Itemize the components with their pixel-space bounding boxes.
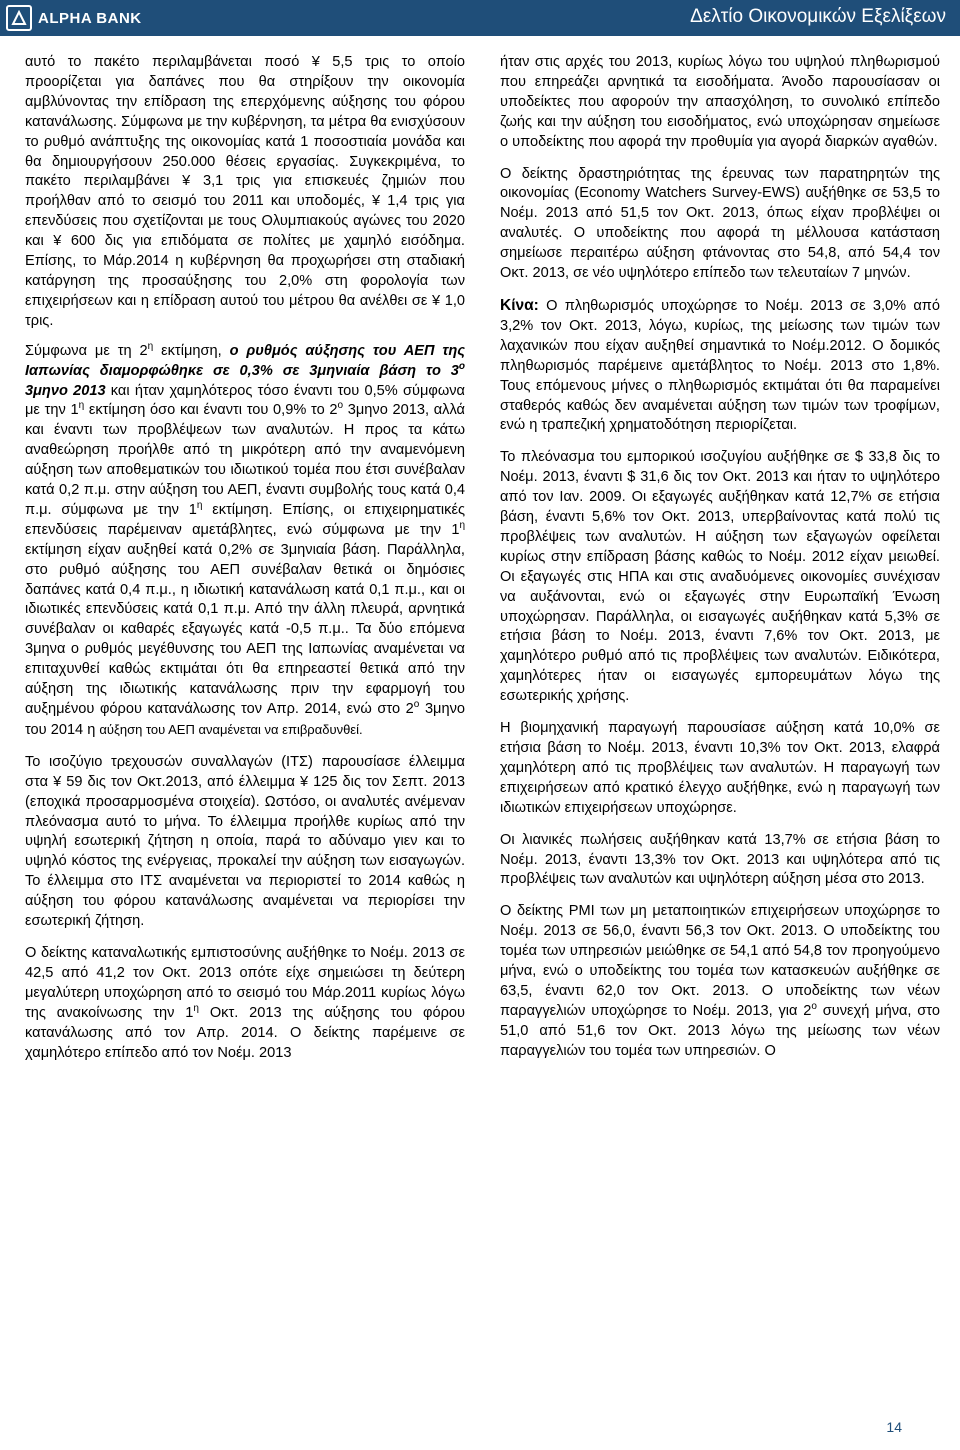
section-label-china: Κίνα: xyxy=(500,296,539,314)
paragraph-retail-sales: Οι λιανικές πωλήσεις αυξήθηκαν κατά 13,7% σε ετήσια βάση το Νοέμ. 2013, έναντι 13,3% τον Οκτ. 2013 και υψηλότερα από τις προβλέψεις των αναλυτών και υψηλότερη αύξηση μέσα στο 2013. xyxy=(500,831,940,888)
left-column xyxy=(25,53,465,1063)
paragraph-stimulus-package: αυτό το πακέτο περιλαμβάνεται ποσό ¥ 5,5 τρις το οποίο προορίζεται για δαπάνες που θα στηρίξουν την οικονομία αμβλύνοντας την επίδραση της επερχόμενης αύξησης του φόρου κατανάλωσης. Σύμφωνα με την κυβέρνηση, τα μέτρα θα ενισχύσουν το ρυθμό ανάπτυξης της οικονομίας κατά 1 ποσοστιαία μονάδα και θα δημιουργήσουν 250.000 θέσεις εργασίας. Συγκεκριμένα, το πακέτο περιλαμβάνει ¥ 3,1 τρις για επισκευές ζημιών που προήλθαν από το σεισμό του 2011 και υποδομές, ¥ 1,4 τρις για επενδύσεις που σχετίζονται με τους Ολυμπιακούς αγώνες του 2020 και ¥ 600 δις για επιδόματα σε πολίτες με χαμηλό εισόδημα. Επίσης, το Μάρ.2014 η κυβέρνηση θα προχωρήσει στη σταδιακή κατάργηση της προσαύξησης του 2,0% στη φορολογία των επιχειρήσεων και η επίδραση αυτού του μέτρου θα ανέλθει σε ¥ 1,0 τρις. xyxy=(25,54,465,329)
paragraph-economy-watchers: Ο δείκτης δραστηριότητας της έρευνας των παρατηρητών της οικονομίας (Economy Watchers Survey-EWS) αυξήθηκε σε 53,5 το Νοέμ. 2013 από 51,5 τον Οκτ. 2013, όπως είχαν προβλέψει οι αναλυτές. Ο υποδείκτης που αφορά τη μέλλουσα κατάσταση σημείωσε περαιτέρω αύξηση φτάνοντας στο 54,8, από 54,4 τον Οκτ. 2013, σε νέο υψηλότερο επίπεδο των τελευταίων 7 μηνών. xyxy=(500,165,940,282)
paragraph-pmi: Ο δείκτης PMI των μη μεταποιητικών επιχειρήσεων υποχώρησε το Νοέμ. 2013 σε 56,0, έναντι 56,3 τον Οκτ. 2013. Ο υποδείκτης του τομέα των υπηρεσιών μειώθηκε σε 54,1 από 54,8 τον προηγούμενο μήνα, ενώ ο υποδείκτης του τομέα των κατασκευών αυξήθηκε σε 63,5, έναντι 62,0 τον Οκτ. 2013. Ο υποδείκτης των νέων παραγγελιών υποχώρησε το Νοέμ. 2013, για $2^o$ συνεχή μήνα, στο 51,0 από 51,6 τον Οκτ. 2013 λόγω της μείωσης των νέων παραγγελιών του τομέα των υπηρεσιών. Ο xyxy=(500,903,940,1059)
paragraph-china-inflation: Κίνα: Ο πληθωρισμός υποχώρησε το Νοέμ. 2013 σε 3,0% από 3,2% τον Οκτ. 2013, λόγω, κυρίως, της μείωσης των τιμών των λαχανικών που είχαν αυξηθεί σημαντικά το Νοέμ.2012. Ο δομικός πληθωρισμός παρέμεινε αμετάβλητος το Νοέμ. 2013 στο 1,8%. Τους επόμενους μήνες ο πληθωρισμός εκτιμάται ότι θα παραμείνει σταθερός καθώς δεν αναμένεται αύξηση των τιμών των τροφίμων, ενώ η τραπεζική χρηματοδότηση περιορίζεται. xyxy=(500,296,940,434)
bank-emblem-icon xyxy=(6,5,32,31)
page-number: 14 xyxy=(886,1419,902,1435)
right-column xyxy=(500,53,940,1062)
paragraph-current-account: Το ισοζύγιο τρεχουσών συναλλαγών (ΙΤΣ) παρουσίασε έλλειμμα στα ¥ 59 δις τον Οκτ.2013, από έλλειμμα ¥ 125 δις τον Σεπτ. 2013 (εποχικά προσαρμοσμένα στοιχεία). Ωστόσο, οι αναλυτές ανέμεναν πλεόνασμα αυτό το μήνα. Το έλλειμμα προήλθε κυρίως από την υψηλή εσωτερική ζήτηση η οποία, παρά το αδύναμο γιεν και το υψηλό κόστος της ενέργειας, προκαλεί την αύξηση των εισαγωγών. Το έλλειμμα στο ΙΤΣ αναμένεται να περιοριστεί το 2014 καθώς η αύξηση του φόρου κατανάλωσης αναμένεται να περιορίσει την εσωτερική ζήτηση. xyxy=(25,753,465,930)
page-header xyxy=(0,0,960,36)
paragraph-consumer-confidence: Ο δείκτης καταναλωτικής εμπιστοσύνης αυξήθηκε το Νοέμ. 2013 σε 42,5 από 41,2 τον Οκτ. 2013 οπότε είχε σημειώσει τη δεύτερη μεγαλύτερη υποχώρηση από το σεισμό του Μάρ.2011 κυρίως λόγω της ανακοίνωσης την $1^\eta$ Οκτ. 2013 της αύξησης του φόρου κατανάλωσης από τον Απρ. 2014. Ο δείκτης παρέμεινε σε χαμηλότερο επίπεδο από τον Νοέμ. 2013 xyxy=(25,944,465,1061)
paragraph-industrial-production: Η βιομηχανική παραγωγή παρουσίασε αύξηση κατά 10,0% σε ετήσια βάση το Νοέμ. 2013, έναντι 10,3% τον Οκτ. 2013, ελαφρά χαμηλότερη από τις προβλέψεις των αναλυτών. Η παραγωγή των επιχειρήσεων από κρατικό έλεγχο αυξήθηκε, ενώ η παραγωγή των ιδιωτικών επιχειρήσεων υποχώρησε. xyxy=(500,720,940,816)
paragraph-gdp-japan: Σύμφωνα με τη $2^\eta$ εκτίμηση, ο ρυθμός αύξησης του ΑΕΠ της Ιαπωνίας διαμορφώθηκε σε 0,3% σε 3μηνιαία βάση το $3^o$ 3μηνο 2013 και ήταν χαμηλότερος τόσο έναντι του 0,5% σύμφωνα με την $1^\eta$ εκτίμηση όσο και έναντι του 0,9% το $2^o$ 3μηνο 2013, αλλά και έναντι των προβλέψεων των αναλυτών. Η προς τα κάτω αναθεώρηση προήλθε από τη μικρότερη από την αναμενόμενη αύξηση των αποθεματικών του ιδιωτικού τομέα που έτσι συνέβαλαν κατά 0,2 π.μ. στην αύξηση του ΑΕΠ, έναντι συμβολής τους κατά 0,4 π.μ. σύμφωνα με την $1^\eta$ εκτίμηση. Επίσης, οι επιχειρηματικές επενδύσεις παρέμειναν αμετάβλητες, ενώ σύμφωνα με την $1^\eta$ εκτίμηση είχαν αυξηθεί κατά 0,2% σε 3μηνιαία βάση. Παράλληλα, στο ρυθμό αύξησης του ΑΕΠ συνέβαλαν θετικά οι δημόσιες δαπάνες κατά 0,4 π.μ., η ιδιωτική κατανάλωση κατά 0,1 π.μ., και οι ιδιωτικές επενδύσεις κατά 0,1 π.μ. Από την άλλη πλευρά, αρνητικά συνέβαλαν οι καθαρές εξαγωγές κατά -0,5 π.μ.. Τα δύο επόμενα 3μηνα ο ρυθμός μεγέθυνσης του ΑΕΠ της Ιαπωνίας αναμένεται να επιταχυνθεί καθώς εκτιμάται ότι θα επηρεαστεί θετικά από την αύξηση της ιδιωτικής κατανάλωσης πριν την εφαρμογή του αυξημένου φόρου κατανάλωσης τον Απρ. 2014, ενώ στο $2^o$ 3μηνο του 2014 η αύξηση του ΑΕΠ αναμένεται να επιβραδυνθεί. xyxy=(25,340,466,738)
brand-name: ALPHA BANK xyxy=(38,9,142,27)
alpha-bank-logo xyxy=(6,5,142,31)
bulletin-title: Δελτίο Οικονομικών Εξελίξεων xyxy=(690,6,946,27)
paragraph-confidence-continued: ήταν στις αρχές του 2013, κυρίως λόγω του υψηλού πληθωρισμού που επηρεάζει αρνητικά τα εισοδήματα. Άνοδο παρουσίασαν οι υποδείκτες που αφορούν την απασχόληση, το συνολικό επίπεδο ζωής και την αύξηση του εισοδήματος, ενώ υποχώρησαν σημείωσε ο υποδείκτης που αφορά την προθυμία για αγορά διαρκών αγαθών. xyxy=(500,54,940,150)
paragraph-trade-balance: Το πλεόνασμα του εμπορικού ισοζυγίου αυξήθηκε σε $ 33,8 δις το Νοέμ. 2013, έναντι $ 31,6 δις τον Οκτ. 2013 και ήταν το υψηλότερο από τον Ιαν. 2009. Οι εξαγωγές αυξήθηκαν κατά 12,7% σε ετήσια βάση, έναντι 5,6% τον Οκτ. 2013, υπερβαίνοντας κατά πολύ τις προβλέψεις των αναλυτών. Η αύξηση των εξαγωγών οφείλεται κυρίως στην επίδραση βάσης καθώς το Νοέμ. 2012 είχαν μειωθεί. Οι εξαγωγές στις ΗΠΑ και στις αναδυόμενες οικονομίες συνέχισαν να αυξάνονται, ενώ οι εξαγωγές στην Ευρωπαϊκή Ένωση υποχώρησαν. Παράλληλα, οι εισαγωγές αυξήθηκαν κατά 5,3% σε ετήσια βάση το Νοέμ. 2013, έναντι 7,6% τον Οκτ. 2013, με χαμηλότερο ρυθμό από τις προβλέψεις των αναλυτών. Ειδικότερα, χαμηλότερες ήταν οι εισαγωγές εμπορευμάτων λόγω της εσωτερικής χρήσης. xyxy=(500,449,940,705)
